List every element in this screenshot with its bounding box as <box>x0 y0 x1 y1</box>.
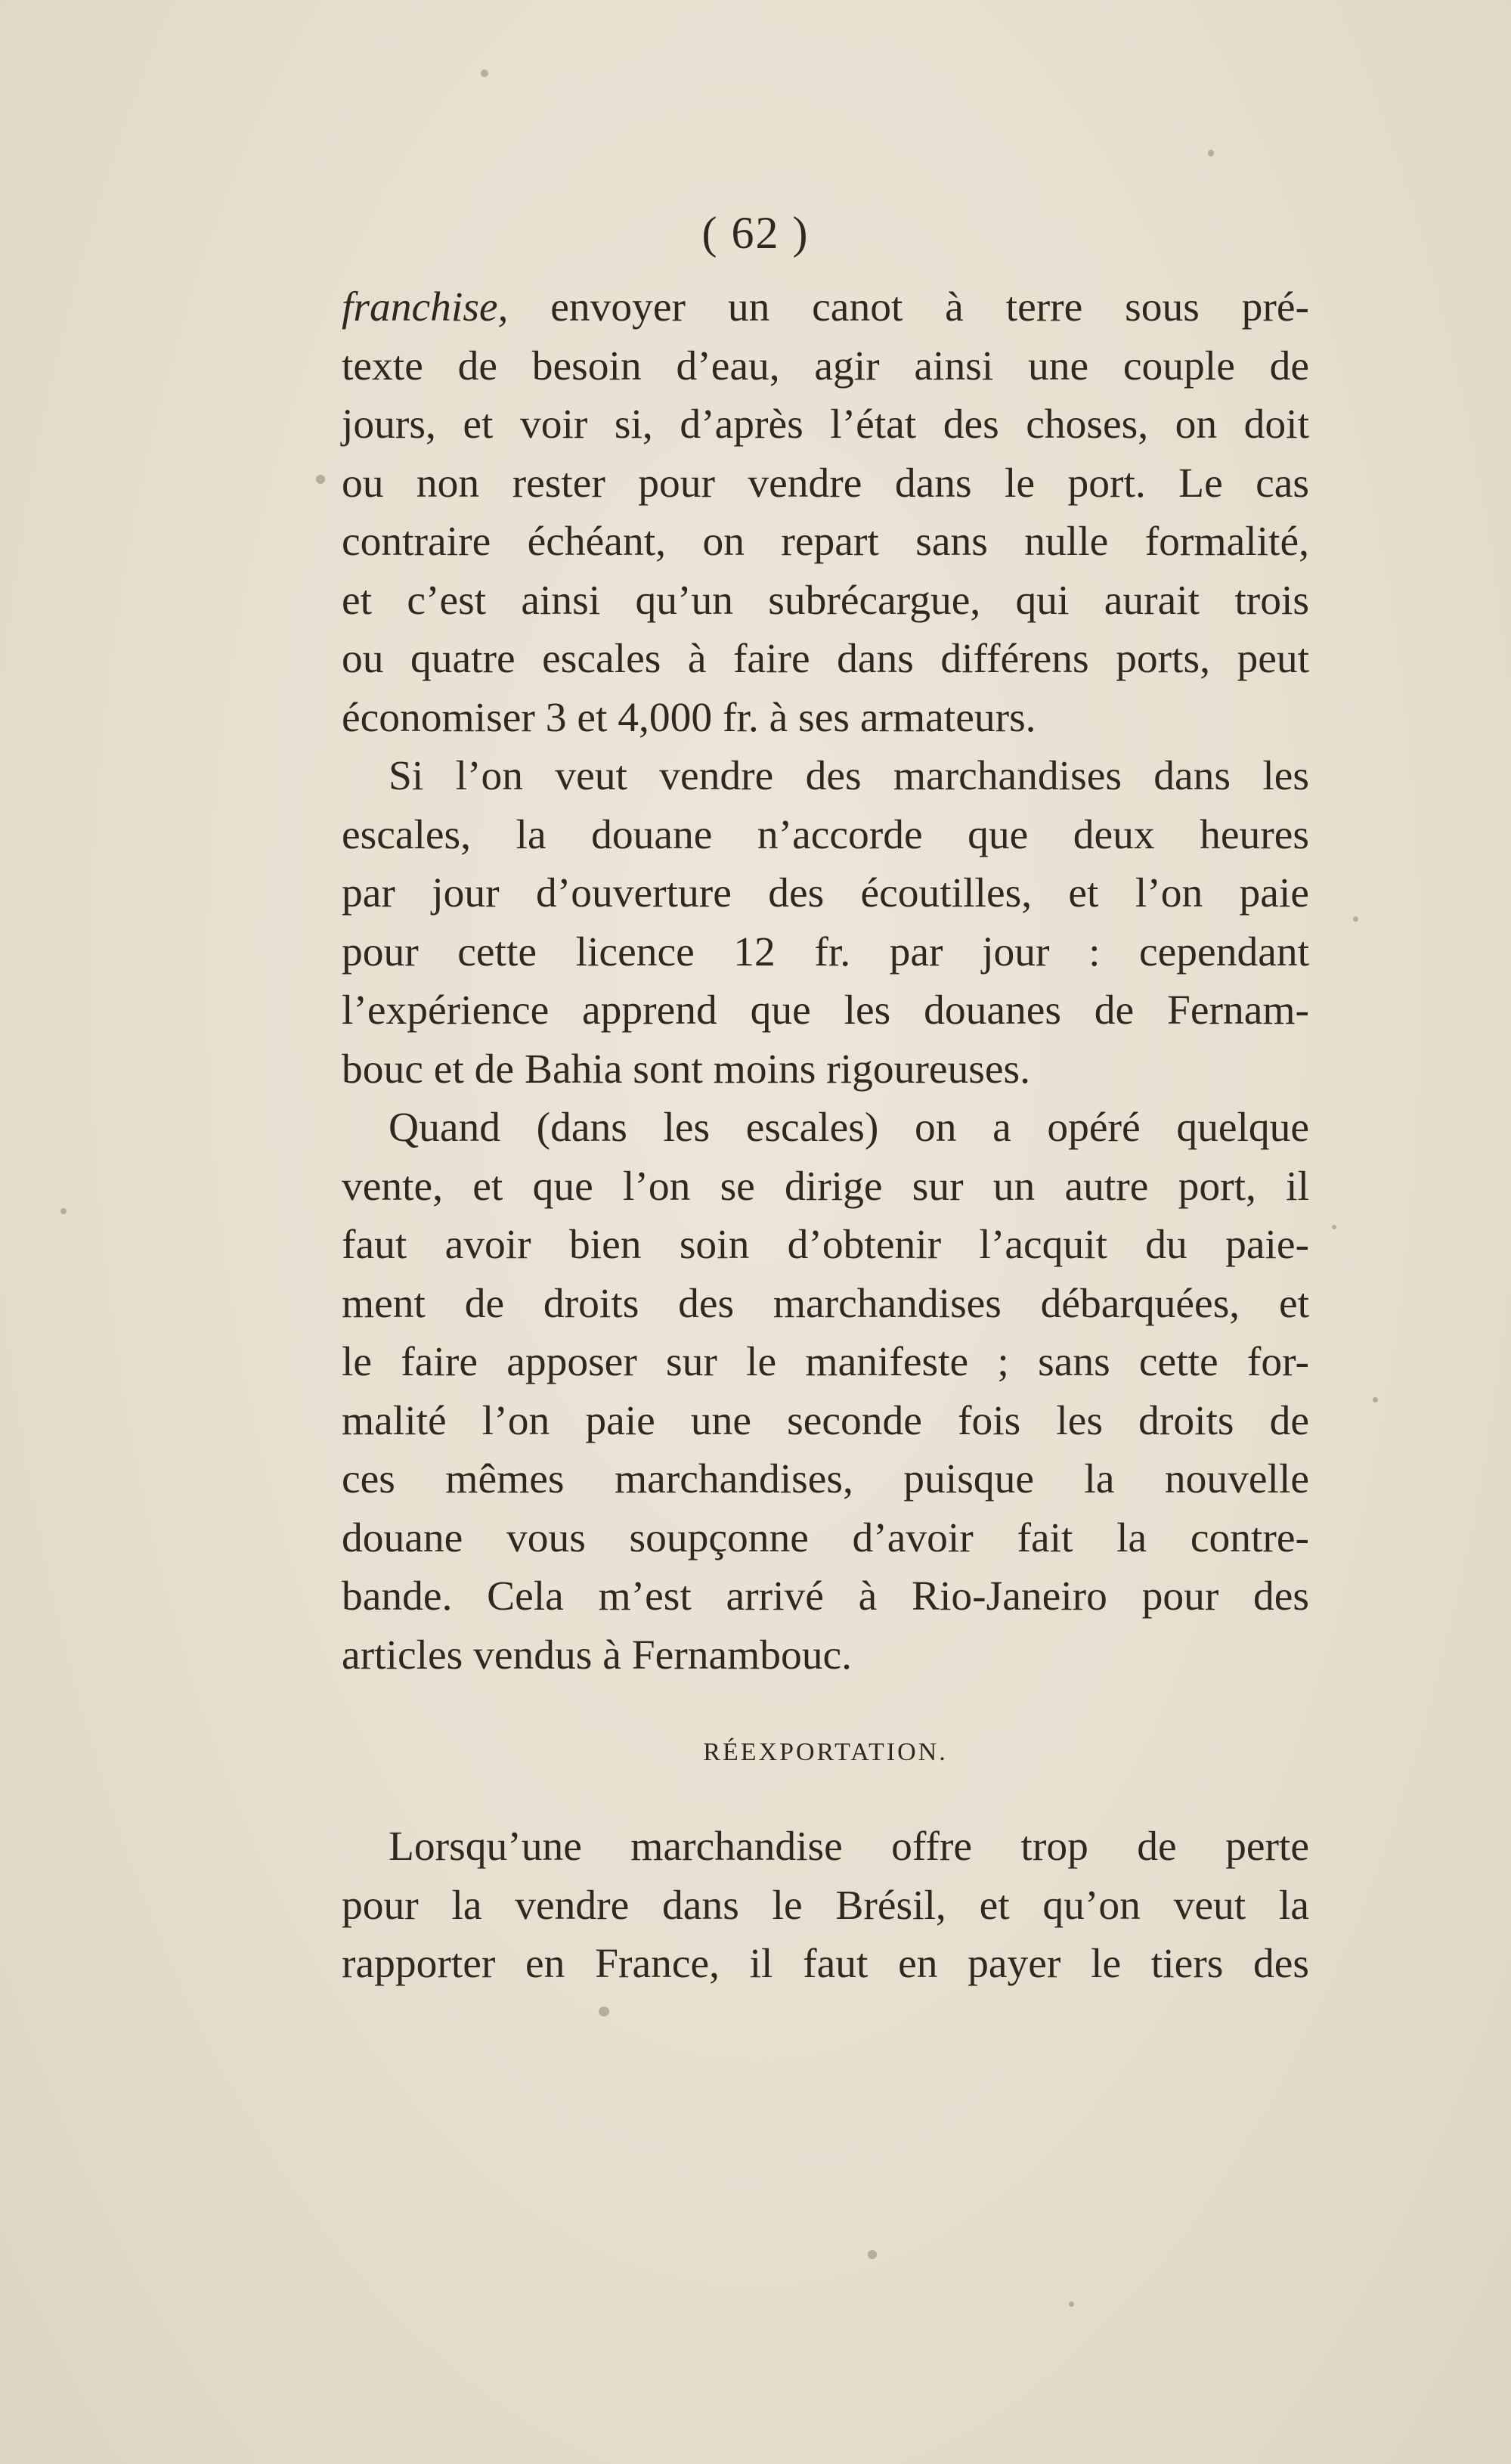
foxing-spot <box>599 2007 609 2016</box>
text-line: ou non rester pour vendre dans le port. Le cas <box>342 460 1309 507</box>
foxing-spot <box>1373 1397 1378 1402</box>
text-line: articles vendus à Fernambouc. <box>342 1632 853 1678</box>
foxing-spot <box>1332 1225 1336 1229</box>
paragraph <box>342 747 1309 1099</box>
section-heading: RÉEXPORTATION. <box>703 1738 948 1766</box>
text-line: bande. Cela m’est arrivé à Rio-Janeiro pour des <box>342 1573 1309 1619</box>
italic-word: franchise, <box>342 284 509 330</box>
foxing-spot <box>1208 150 1214 157</box>
text-line: ou quatre escales à faire dans différens ports, peut <box>342 636 1309 682</box>
text-line: bouc et de Bahia sont moins rigoureuses. <box>342 1046 1030 1093</box>
text-line: économiser 3 et 4,000 fr. à ses armateurs. <box>342 694 1036 741</box>
text-line: l’expérience apprend que les douanes de Fernam- <box>342 987 1309 1034</box>
text-line: escales, la douane n’accorde que deux heures <box>342 811 1309 858</box>
text-line: pour la vendre dans le Brésil, et qu’on veut la <box>342 1882 1309 1929</box>
text-line: ment de droits des marchandises débarquées, et <box>342 1280 1309 1327</box>
text-line: vente, et que l’on se dirige sur un autre port, il <box>342 1163 1309 1210</box>
text-line: jours, et voir si, d’après l’état des choses, on doit <box>342 401 1309 448</box>
text-line: par jour d’ouverture des écoutilles, et l’on paie <box>342 870 1309 916</box>
text-line: pour cette licence 12 fr. par jour : cependant <box>342 928 1309 975</box>
foxing-spot <box>481 70 488 77</box>
text-line: Quand (dans les escales) on a opéré quelque <box>389 1105 1309 1151</box>
text-line: malité l’on paie une seconde fois les droits de <box>342 1397 1309 1444</box>
foxing-spot <box>1069 2301 1074 2307</box>
paragraph <box>342 1099 1309 1685</box>
text-line: et c’est ainsi qu’un subrécargue, qui aurait trois <box>342 577 1309 624</box>
text-line: rapporter en France, il faut en payer le tiers des <box>342 1941 1309 1987</box>
text-line: faut avoir bien soin d’obtenir l’acquit du paie- <box>342 1222 1309 1268</box>
text-line: ces mêmes marchandises, puisque la nouvelle <box>342 1456 1309 1502</box>
text-line: Si l’on veut vendre des marchandises dans les <box>389 753 1309 799</box>
text-line: douane vous soupçonne d’avoir fait la contre- <box>342 1514 1309 1561</box>
text-line: franchise, envoyer un canot à terre sous pré- <box>342 284 1309 330</box>
text-line: contraire échéant, on repart sans nulle formalité, <box>342 519 1309 565</box>
paragraph <box>342 278 1309 747</box>
text-line: le faire apposer sur le manifeste ; sans cette for- <box>342 1339 1309 1385</box>
text-line: Lorsqu’une marchandise offre trop de perte <box>389 1824 1309 1870</box>
paragraph <box>342 1818 1309 1994</box>
body-text <box>342 278 1309 1994</box>
text-line: texte de besoin d’eau, agir ainsi une couple de <box>342 342 1309 389</box>
foxing-spot <box>316 475 325 484</box>
page-number: ( 62 ) <box>701 208 810 258</box>
foxing-spot <box>60 1208 67 1214</box>
foxing-spot <box>1353 916 1358 922</box>
foxing-spot <box>868 2250 877 2259</box>
